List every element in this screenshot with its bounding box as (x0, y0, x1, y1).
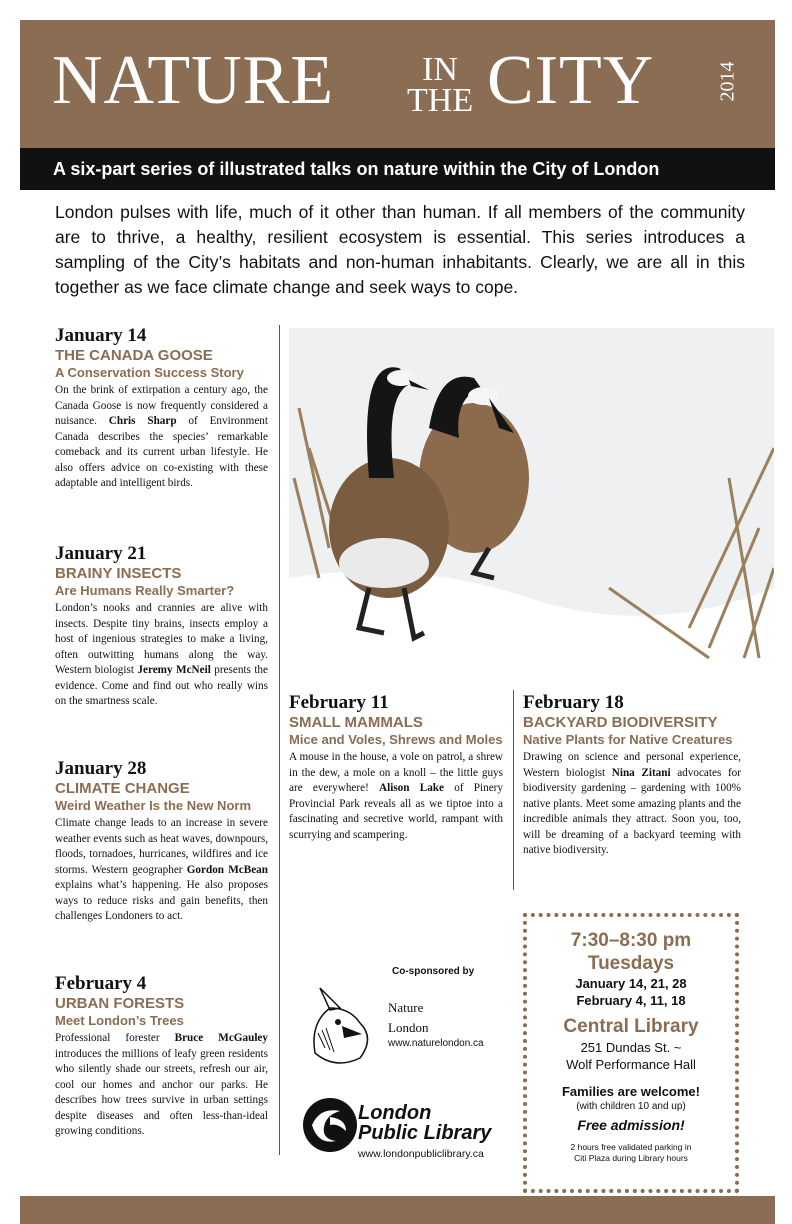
canada-geese-photo (289, 328, 774, 666)
parking-note: 2 hours free validated parking in Citi Plaza during Library hours (570, 1142, 692, 1163)
event-topic: SMALL MAMMALS (289, 714, 423, 731)
event-jan28 (55, 758, 268, 925)
event-days: Tuesdays (587, 953, 675, 974)
lpl-name: London Public Library (358, 1102, 492, 1144)
event-topic: CLIMATE CHANGE (55, 780, 190, 797)
divider-left (279, 325, 280, 1155)
venue-hall: Wolf Performance Hall (566, 1057, 696, 1072)
event-date: February 18 (523, 692, 624, 713)
venue-address: 251 Dundas St. ~ (580, 1040, 682, 1055)
cosponsored-label: Co-sponsored by (392, 966, 475, 977)
event-subtitle: Are Humans Really Smarter? (55, 583, 235, 598)
event-date: February 11 (289, 692, 389, 713)
speaker-name: Chris Sharp (108, 415, 177, 427)
geese-illustration (289, 328, 774, 666)
event-info-box (523, 913, 739, 1193)
speaker-name: Jeremy McNeil (137, 664, 211, 676)
venue-name: Central Library (563, 1016, 699, 1037)
free-admission: Free admission! (577, 1117, 685, 1133)
event-date: February 4 (55, 973, 147, 994)
families-welcome: Families are welcome! (561, 1084, 700, 1099)
event-topic: BACKYARD BIODIVERSITY (523, 714, 718, 731)
dates-february: February 4, 11, 18 (576, 993, 686, 1008)
dates-january: January 14, 21, 28 (575, 976, 687, 991)
nature-london-url[interactable]: www.naturelondon.ca (388, 1038, 484, 1049)
title-in-the (407, 51, 474, 119)
event-feb11 (289, 692, 503, 843)
event-description: On the brink of extirpation a century ago, the Canada Goose is now frequently considered a nuisance. Chris Sharp of Environment Canada describes the species’ remarkable comeback and its current urban lifestyle. He also offers advice on co-existing with these adaptable and intelligent birds. (55, 384, 268, 489)
speaker-name: Alison Lake (379, 782, 444, 794)
event-description: Professional forester Bruce McGauley introduces the millions of leafy green residents who silently shade our streets, refresh our air, cool our homes and anchor our parks. He describes how trees survive in urban settings despite diseases and often less-than-ideal growing conditions. (55, 1032, 268, 1137)
speaker-name: Bruce McGauley (174, 1032, 268, 1044)
event-feb18 (523, 692, 741, 859)
cardinal-logo-icon (300, 978, 390, 1073)
lpl-url[interactable]: www.londonpubliclibrary.ca (358, 1148, 484, 1160)
title-in: IN (422, 51, 458, 88)
event-jan21 (55, 543, 268, 710)
title-year: 2014 (716, 61, 739, 102)
speaker-name: Nina Zitani (611, 766, 671, 779)
divider-right (513, 690, 514, 890)
event-topic: BRAINY INSECTS (55, 565, 182, 582)
event-topic: URBAN FORESTS (55, 995, 185, 1012)
event-subtitle: Meet London’s Trees (55, 1013, 184, 1028)
event-date: January 14 (55, 325, 147, 346)
event-time: 7:30–8:30 pm (570, 930, 692, 951)
intro-paragraph: London pulses with life, much of it other than human. If all members of the community are to thrive, a healthy, resilient ecosystem is essential. This series introduces a sampling of the City’s habitats and non-human inhabitants. Clearly, we are all in this together as we face climate change and seek ways to cope. (55, 202, 745, 297)
subtitle-bar: A six-part series of illustrated talks on nature within the City of London (20, 148, 775, 190)
nature-london-name: Nature London (388, 1000, 429, 1035)
children-note: (with children 10 and up) (576, 1101, 686, 1112)
event-jan14 (55, 325, 268, 492)
title-the: THE (407, 82, 474, 119)
event-description: London’s nooks and crannies are alive with insects. Despite tiny brains, insects employ a host of ingenious strategies to make a living, often outwitting humans along the way. Western biologist Jeremy McNeil presents the evidence. Come and find out who really wins on the smartness scale. (55, 602, 268, 707)
title-city: CITY (487, 42, 655, 119)
event-description: Climate change leads to an increase in severe weather events such as heat waves, downpours, floods, tornadoes, hurricanes, wildfires and ice storms. Western geographer Gordon McBean explains what’s happening. He also proposes ways to reduce risks and gain benefits, then challenges Londoners to act. (55, 817, 269, 922)
event-date: January 21 (55, 543, 147, 564)
event-subtitle: Weird Weather Is the New Norm (55, 798, 252, 813)
title-nature: NATURE (52, 42, 335, 119)
event-subtitle: A Conservation Success Story (55, 365, 244, 380)
event-subtitle: Native Plants for Native Creatures (523, 732, 733, 747)
lpl-swirl-logo-icon (300, 1095, 360, 1155)
event-description: A mouse in the house, a vole on patrol, a shrew in the dew, a mole on a knoll – the little guys are everywhere! Alison Lake of Pinery Provincial Park reveals all as we tiptoe into a fascinating and secretive world, rampant with scurrying and scampering. (289, 751, 503, 841)
event-description: Drawing on science and personal experience, Western biologist Nina Zitani advocates for biodiversity gardening – gardening with 100% native plants. Meet some amazing plants and the incredible animals they attract. Soon you, too, will be dreaming of a backyard teeming with native biodiversity. (523, 751, 741, 856)
event-topic: THE CANADA GOOSE (55, 347, 213, 364)
speaker-name: Gordon McBean (186, 863, 269, 876)
event-feb4 (55, 973, 268, 1140)
event-date: January 28 (55, 758, 147, 779)
event-subtitle: Mice and Voles, Shrews and Moles (289, 732, 503, 747)
footer-bar (20, 1196, 775, 1224)
